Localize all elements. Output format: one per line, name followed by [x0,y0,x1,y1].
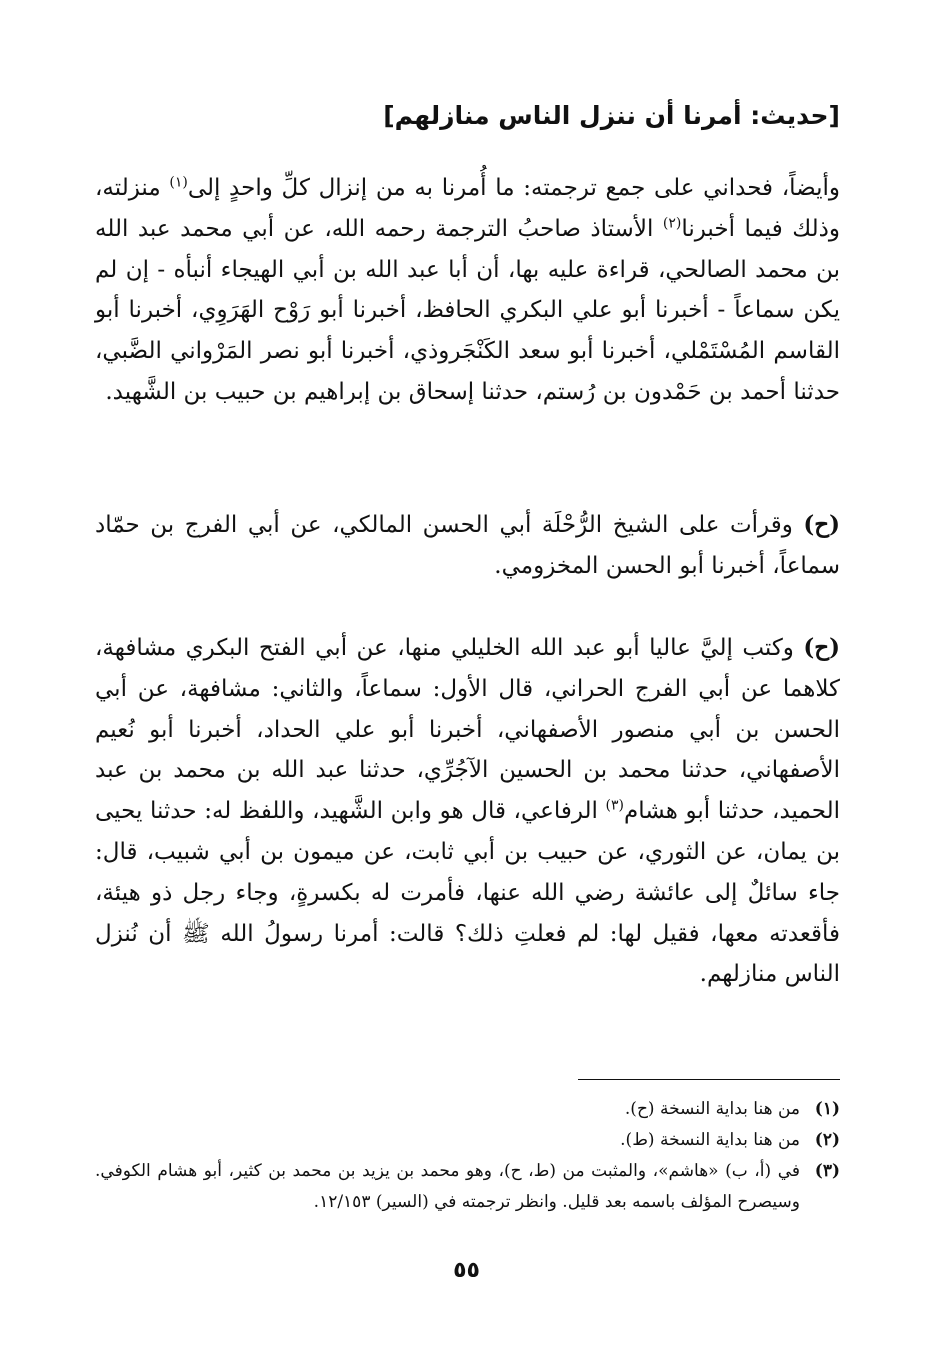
footnote-text: في (أ، ب) «هاشم»، والمثبت من (ط، ح)، وهو محمد بن يزيد بن محمد بن كثير، أبو هشام الكوفي. وسيصرح المؤلف باسمه بعد قليل. وانظر ترجمته في (السير) ١٢/١٥٣. [95,1161,800,1212]
paragraph-intro-part3: الأستاذ صاحبُ الترجمة رحمه الله، عن أبي محمد عبد الله بن محمد الصالحي، قراءة عليه بها، أن أبا عبد الله بن أبي الهيجاء أنبأه - إن لم يكن سماعاً - أخبرنا أبو علي البكري الحافظ، أخبرنا أبو رَوْح الهَرَوِي، أخبرنا أبو القاسم المُسْتَمْلي، أخبرنا أبو سعد الكَنْجَروذي، أخبرنا أبو نصر المَرْواني الضَّبي، حدثنا أحمد بن حَمْدون بن رُستم، حدثنا إسحاق بن إبراهيم بن حبيب بن الشَّهيد. [95,215,840,405]
footnote-item [95,1156,840,1218]
paragraph-third-chain [95,628,840,995]
paragraph-intro [95,168,840,413]
footnote-number: (١) [814,1099,840,1119]
footnote-number: (٣) [814,1161,840,1181]
footnote-text: من هنا بداية النسخة (ح). [624,1099,800,1119]
footnote-divider [578,1079,840,1080]
paragraph-second-chain-text: وقرأت على الشيخ الرُّحْلَة أبي الحسن المالكي، عن أبي الفرج بن حمّاد سماعاً، أخبرنا أبو الحسن المخزومي. [95,512,840,579]
page-number: ٥٥ [453,1258,480,1283]
paragraph-third-chain-part2: الرفاعي، قال هو وابن الشَّهيد، واللفظ له: حدثنا يحيى بن يمان، عن الثوري، عن حبيب بن أبي ثابت، عن ميمون بن أبي شبيب، قال: جاء سائلٌ إلى عائشة رضي الله عنها، فأمرت له بكسرةٍ، وجاء رجل ذو هيئة، فأقعدته معها، فقيل لها: لم فعلتِ ذلك؟ قالت: أمرنا رسولُ الله ﷺ أن نُنزل الناس منازلهم. [95,798,840,988]
section-heading: [حديث: أمرنا أن ننزل الناس منازلهم] [383,101,840,130]
chain-label: (ح) [803,511,840,538]
footnote-item [95,1125,840,1156]
paragraph-third-chain-part1: وكتب إليَّ عاليا أبو عبد الله الخليلي منها، عن أبي الفتح البكري مشافهة، كلاهما عن أبي الفرج الحراني، قال الأول: سماعاً، والثاني: مشافهة، عن أبي الحسن بن أبي منصور الأصفهاني، أخبرنا أبو علي الحداد، أخبرنا أبو نُعيم الأصفهاني، حدثنا محمد بن الحسين الآجُرِّي، حدثنا عبد الله بن محمد بن عبد الحميد، حدثنا أبو هشام [95,635,840,825]
paragraph-intro-part1: وأيضاً، فحداني على جمع ترجمته: ما أُمرنا به من إنزال كلِّ واحدٍ إلى [187,175,841,201]
footnote-ref-2[interactable]: (٢) [662,215,682,232]
footnote-text: من هنا بداية النسخة (ط). [620,1130,800,1150]
footnote-ref-3[interactable]: (٣) [605,797,625,814]
paragraph-second-chain [95,505,840,587]
paragraph-intro-part2: منزلته، وذلك فيما أخبرنا [95,175,840,242]
footnote-item [95,1094,840,1125]
footnote-ref-1[interactable]: (١) [169,174,188,191]
footnotes [95,1094,840,1218]
footnote-number: (٢) [814,1130,840,1150]
chain-label: (ح) [803,634,840,661]
